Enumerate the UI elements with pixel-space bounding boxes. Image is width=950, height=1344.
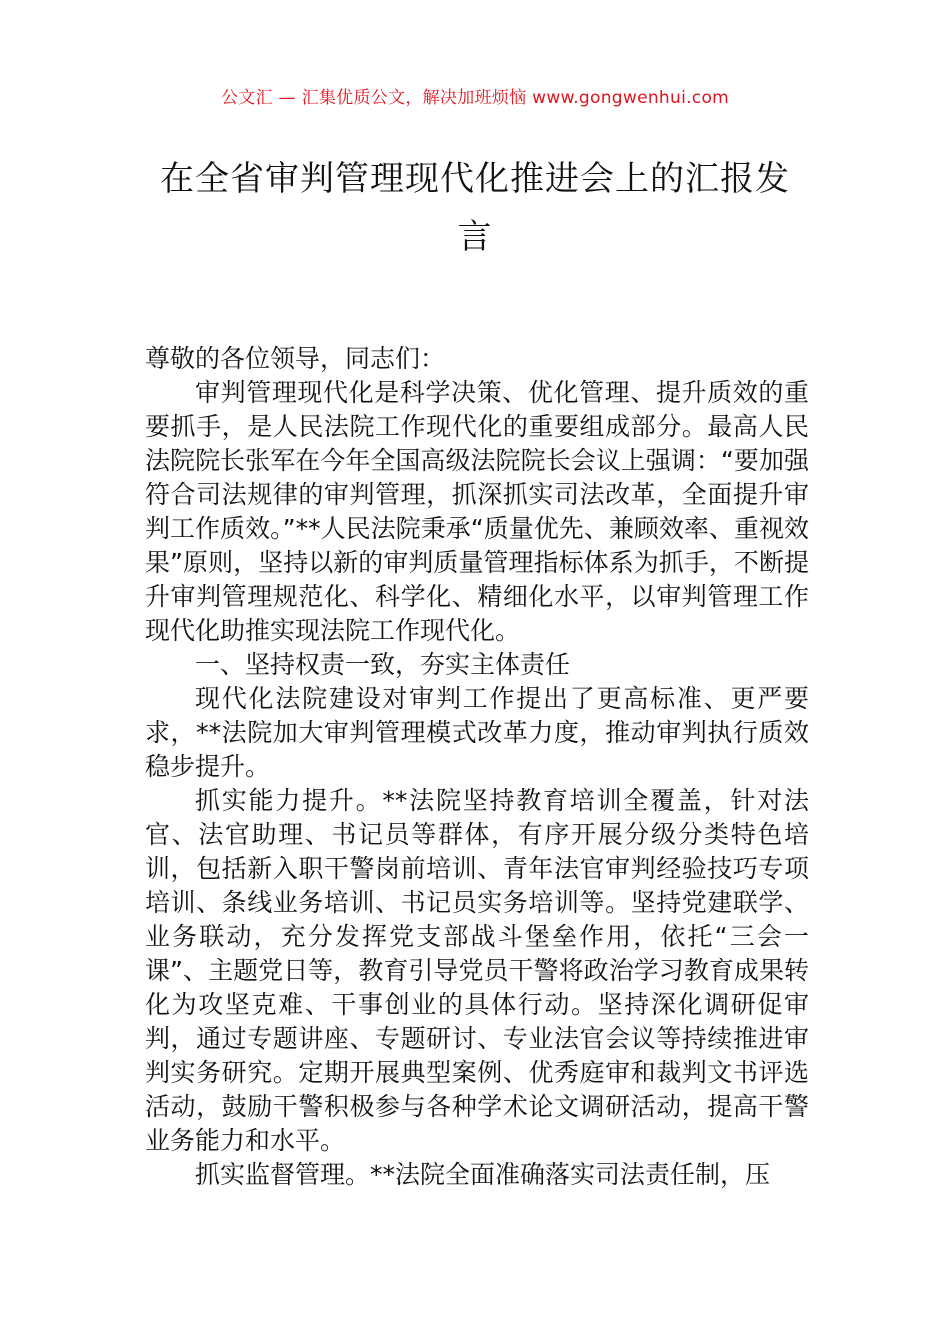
site-banner: 公文汇 — 汇集优质公文，解决加班烦恼 www.gongwenhui.com <box>220 88 730 108</box>
document-title: 在全省审判管理现代化推进会上的汇报发言 <box>160 159 790 257</box>
paragraph-ability-improvement: 抓实能力提升。**法院坚持教育培训全覆盖，针对法官、法官助理、书记员等群体，有序开展分级分类特色培训，包括新入职干警岗前培训、青年法官审判经验技巧专项培训、条线业务培训、书记员实务培训等。坚持党建联学、业务联动，充分发挥党支部战斗堡垒作用，依托“三会一课”、主题党日等，教育引导党员干警将政治学习教育成果转化为攻坚克难、干事创业的具体行动。坚持深化调研促审判，通过专题讲座、专题研讨、专业法官会议等持续推进审判实务研究。定期开展典型案例、优秀庭审和裁判文书评选活动，鼓励干警积极参与各种学术论文调研活动，提高干警业务能力和水平。 <box>145 786 809 1155</box>
paragraph-supervision: 抓实监督管理。**法院全面准确落实司法责任制，压 <box>195 1160 771 1189</box>
document-body <box>145 342 809 1192</box>
paragraph-section-1: 现代化法院建设对审判工作提出了更高标准、更严要求，**法院加大审判管理模式改革力度，推动审判执行质效稳步提升。 <box>145 684 809 781</box>
paragraph-intro: 审判管理现代化是科学决策、优化管理、提升质效的重要抓手，是人民法院工作现代化的重要组成部分。最高人民法院院长张军在今年全国高级法院院长会议上强调：“要加强符合司法规律的审判管理，抓深抓实司法改革，全面提升审判工作质效。”**人民法院秉承“质量优先、兼顾效率、重视效果”原则，坚持以新的审判质量管理指标体系为抓手，不断提升审判管理规范化、科学化、精细化水平，以审判管理工作现代化助推实现法院工作现代化。 <box>145 378 809 645</box>
section-heading-1: 一、坚持权责一致，夯实主体责任 <box>195 650 571 679</box>
salutation: 尊敬的各位领导，同志们： <box>145 344 446 373</box>
